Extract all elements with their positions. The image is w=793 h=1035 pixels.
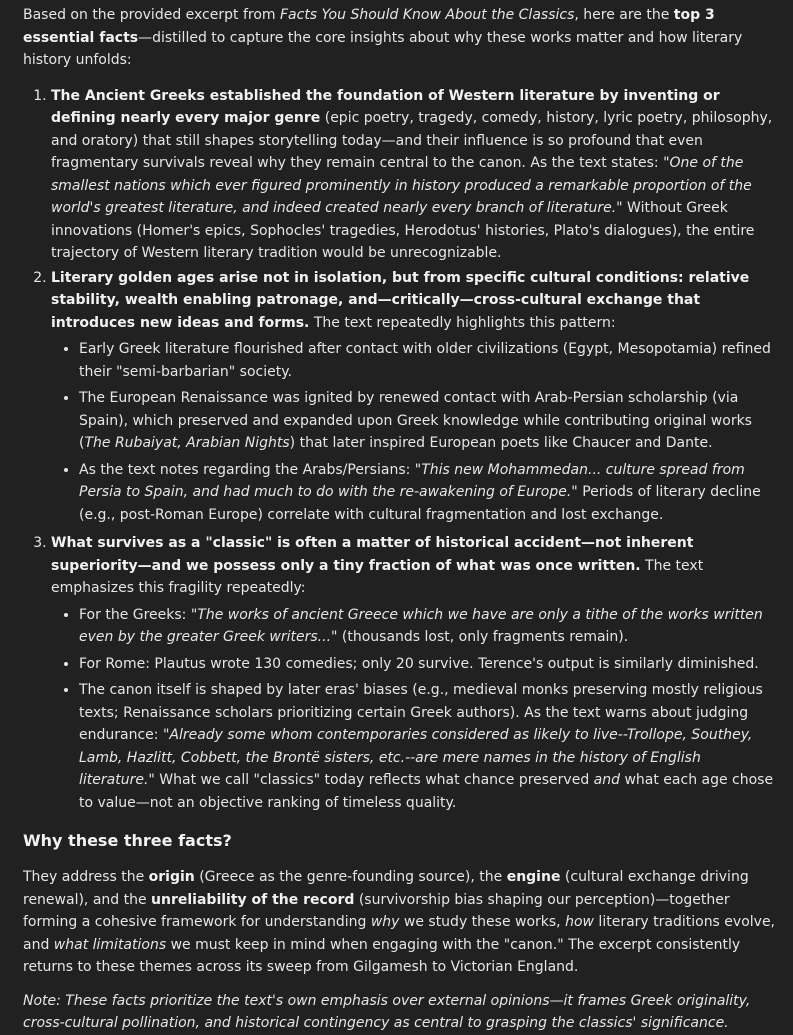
- why-text: we study these works,: [399, 914, 566, 930]
- fact-item-2: [51, 267, 779, 527]
- why-emphasis: unreliability of the record: [151, 891, 355, 908]
- sublist-item: [79, 604, 779, 649]
- fact-text: The text emphasizes this fragility repeatedly:: [51, 557, 704, 596]
- why-text: we must keep in mind when engaging with the "canon." The excerpt consistently returns to these themes across its sweep from Gilgamesh to Victorian England.: [23, 936, 741, 975]
- fact-heading: The Ancient Greeks established the foundation of Western literature by inventing or defining nearly every major genre: [51, 87, 720, 126]
- intro-text: —distilled to capture the core insights about why these works matter and how literary history unfolds:: [23, 29, 743, 68]
- sublist-item: [79, 387, 779, 455]
- sublist-text: what each age chose to value—not an objective ranking of timeless quality.: [79, 772, 774, 811]
- sublist-text: What we call "classics" today reflects what chance preserved: [154, 772, 594, 788]
- sublist-text: ) that later inspired European poets like Chaucer and Dante.: [289, 435, 713, 451]
- sublist-item: [79, 338, 779, 383]
- book-title: Facts You Should Know About the Classics: [279, 7, 575, 23]
- sublist-text: For Rome: Plautus wrote 130 comedies; only 20 survive. Terence's output is similarly diminished.: [79, 655, 759, 672]
- section-heading: Why these three facts?: [23, 831, 232, 850]
- sublist-text: The European Renaissance was ignited by renewed contact with Arab-Persian scholarship (via Spain), which preserved and expanded upon Greek knowledge while contributing original works (: [79, 390, 752, 451]
- fact-text: Without Greek innovations (Homer's epics, Sophocles' tragedies, Herodotus' histories, Plato's dialogues), the entire trajectory of Western literary tradition would be unrecognizable.: [51, 200, 755, 261]
- fact-heading: Literary golden ages arise not in isolation, but from specific cultural conditions: relative stability, wealth enabling patronage, and—critically—cross-cultural exchange that introduces new ideas and forms.: [51, 269, 750, 331]
- why-text: They address the: [23, 869, 149, 885]
- why-text: (survivorship bias shaping our perception)—together forming a cohesive framework for understanding: [23, 891, 730, 930]
- why-text: (cultural exchange driving renewal), and the: [23, 869, 749, 908]
- sublist-item: [79, 653, 779, 676]
- fact-text: (epic poetry, tragedy, comedy, history, lyric poetry, philosophy, and oratory) that still shapes storytelling today—and their influence is so profound that even fragmentary survivals reveal why they remain central to the canon. As the text states:: [51, 110, 773, 171]
- why-italic: why: [370, 914, 400, 930]
- sublist-item: [79, 459, 779, 527]
- sublist-text: Periods of literary decline (e.g., post-Roman Europe) correlate with cultural fragmentation and lost exchange.: [79, 484, 761, 523]
- intro-emphasis: top 3 essential facts: [23, 7, 715, 46]
- intro-text: , here are the: [574, 7, 674, 23]
- intro-paragraph: [23, 4, 779, 72]
- sublist-quote: "This new Mohammedan... culture spread from Persia to Spain, and had much to do with the re-awakening of Europe.": [79, 461, 745, 500]
- facts-list: [23, 85, 779, 815]
- emphasis-word: and: [593, 772, 621, 788]
- work-titles: The Rubaiyat, Arabian Nights: [84, 435, 290, 451]
- fact-sublist: [51, 604, 779, 815]
- why-text: literary traditions evolve, and: [23, 914, 776, 953]
- why-italic: what limitations: [53, 936, 167, 953]
- sublist-quote: "The works of ancient Greece which we have are only a tithe of the works written even by the greater Greek writers...": [79, 606, 763, 645]
- why-emphasis: origin: [148, 869, 195, 885]
- note-paragraph: Note: These facts prioritize the text's own emphasis over external opinions—it frames Greek originality, cross-cultural pollination, and historical contingency as central to grasping the classics' significance.: [23, 992, 751, 1031]
- fact-text: The text repeatedly highlights this pattern:: [309, 314, 616, 331]
- sublist-text: Early Greek literature flourished after contact with older civilizations (Egypt, Mesopotamia) refined their "semi-barbarian" society.: [79, 341, 771, 380]
- fact-item-3: [51, 532, 779, 814]
- sublist-text: As the text notes regarding the Arabs/Persians:: [79, 461, 415, 478]
- why-emphasis: engine: [506, 869, 561, 885]
- fact-quote: "One of the smallest nations which ever figured prominently in history produced a remarkable proportion of the world's greatest literature, and indeed created nearly every branch of literature.": [51, 155, 752, 216]
- sublist-text: The canon itself is shaped by later eras' biases (e.g., medieval monks preserving mostly religious texts; Renaissance scholars prioritizing certain Greek authors). As the text warns about judging endurance:: [79, 682, 763, 743]
- sublist-quote: "Already some whom contemporaries considered as likely to live--Trollope, Southey, Lamb, Hazlitt, Cobbett, the Brontë sisters, etc.--are mere names in the history of English literature.": [79, 727, 753, 788]
- why-text: (Greece as the genre-founding source), the: [194, 869, 507, 885]
- why-italic: how: [565, 914, 594, 930]
- sublist-item: [79, 679, 779, 814]
- fact-item-1: [51, 85, 779, 265]
- intro-text: Based on the provided excerpt from: [23, 7, 280, 23]
- sublist-text: For the Greeks:: [79, 606, 191, 623]
- why-paragraph: [23, 866, 779, 979]
- sublist-text: (thousands lost, only fragments remain).: [337, 629, 629, 645]
- fact-heading: What survives as a "classic" is often a matter of historical accident—not inherent superiority—and we possess only a tiny fraction of what was once written.: [51, 535, 694, 574]
- fact-sublist: [51, 338, 779, 526]
